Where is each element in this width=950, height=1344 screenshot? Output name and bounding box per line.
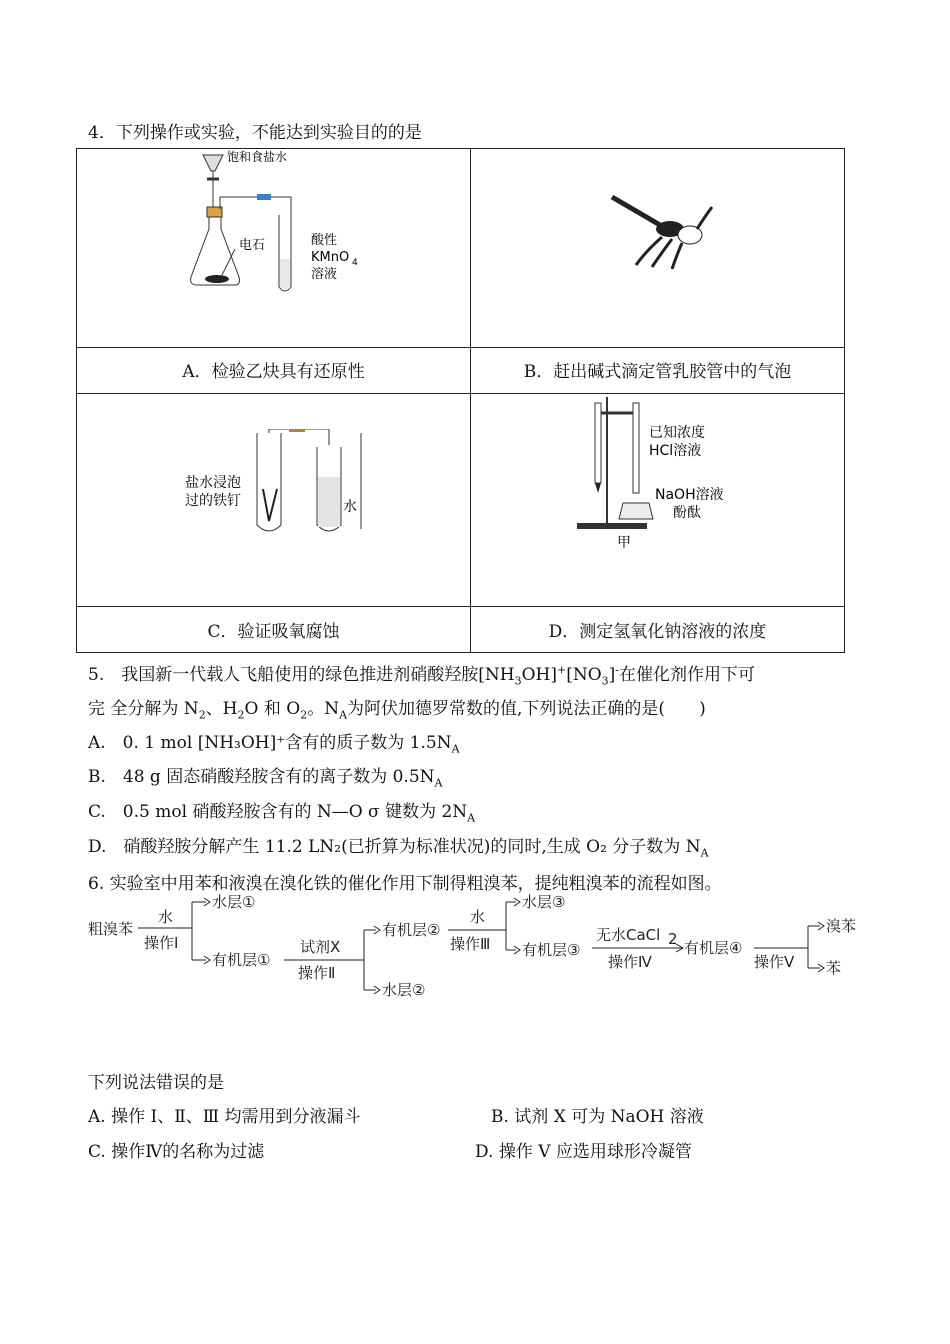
fig-d-l2: HCl溶液 — [649, 443, 702, 459]
fig-a-sol2: KMnO — [311, 250, 350, 265]
fig-d-name: 甲 — [617, 535, 631, 551]
q4-options-table — [76, 148, 845, 653]
flow-op5: 操作Ⅴ — [754, 953, 795, 971]
fig-a-acetylene-apparatus — [177, 149, 377, 299]
flow-crude: 粗溴苯 — [88, 920, 134, 938]
option-d: D．测定氢氧化钠溶液的浓度 — [548, 622, 767, 642]
q5-option-a: A. 0. 1 mol [NH₃OH]⁺含有的质子数为 $1.5N_A$ — [88, 733, 460, 756]
q5-stem-line2: 完 全分解为 $N_2$、$H_2O$ 和 $O_2$。$N_A$为阿伏加德罗常数的值,下列说法正确的是( ) — [88, 699, 706, 722]
flow-water1: 水 — [158, 908, 174, 926]
flow-org3: 有机层③ — [522, 941, 581, 959]
flow-op3: 操作Ⅲ — [450, 935, 491, 953]
q5-option-c: C. 0.5 mol 硝酸羟胺含有的 N—O σ 键数为 $2N_A$ — [88, 802, 476, 825]
q6-stem: 6. 实验室中用苯和液溴在溴化铁的催化作用下制得粗溴苯，提纯粗溴苯的流程如图。 — [88, 874, 722, 894]
fig-d-l1: 已知浓度 — [649, 425, 705, 441]
flow-op4: 操作Ⅳ — [608, 953, 652, 971]
q6-ask: 下列说法错误的是 — [88, 1073, 224, 1093]
fig-a-funnel-label: 饱和食盐水 — [227, 150, 288, 164]
fig-d-titration — [577, 395, 777, 555]
option-a: A．检验乙炔具有还原性 — [182, 362, 365, 382]
flow-aq3: 水层③ — [522, 893, 566, 911]
fig-c-water: 水 — [343, 499, 357, 515]
fig-b-burette-bubble — [602, 189, 732, 279]
fig-a-sol1: 酸性 — [311, 233, 338, 248]
fig-a-solid-label: 电石 — [239, 238, 266, 253]
q5-stem-line1: 5. 我国新一代载人飞船使用的绿色推进剂硝酸羟胺$[NH_3OH]^+[NO_3]^-$在催化剂作用下可 — [88, 663, 755, 688]
q4-stem: 4．下列操作或实验，不能达到实验目的的是 — [88, 123, 422, 143]
flow-aq1: 水层① — [212, 893, 256, 911]
option-c: C．验证吸氧腐蚀 — [207, 622, 340, 642]
fig-c-oxygen-corrosion — [177, 429, 377, 539]
flow-org1: 有机层① — [212, 951, 271, 969]
fig-d-l4: 酚酞 — [673, 505, 701, 521]
q6-option-d: D. 操作 Ⅴ 应选用球形冷凝管 — [475, 1142, 692, 1162]
q5-option-b: B. 48 g 固态硝酸羟胺含有的离子数为 $0.5N_A$ — [88, 767, 443, 790]
fig-d-l3: NaOH溶液 — [655, 487, 724, 503]
flow-dry: 无水CaCl — [596, 926, 661, 944]
flow-aq2: 水层② — [382, 981, 426, 999]
fig-a-sol2-sub: 4 — [352, 258, 358, 268]
fig-a-sol3: 溶液 — [311, 267, 338, 282]
q6-option-a: A. 操作 Ⅰ、Ⅱ、Ⅲ 均需用到分液漏斗 — [88, 1107, 361, 1127]
q6-option-c: C. 操作Ⅳ的名称为过滤 — [88, 1142, 265, 1162]
flow-prod1: 溴苯 — [826, 917, 857, 935]
flow-water2: 水 — [470, 908, 486, 926]
flow-prod2: 苯 — [826, 959, 842, 977]
q6-option-b: B. 试剂 X 可为 NaOH 溶液 — [491, 1107, 704, 1127]
fig-c-nail-1: 盐水浸泡 — [185, 475, 241, 491]
q5-option-d: D. 硝酸羟胺分解产生 11.2 LN₂(已折算为标准状况)的同时,生成 O₂ 分子数为 $N_A$ — [88, 837, 709, 860]
fig-c-nail-2: 过的铁钉 — [185, 493, 241, 509]
flow-dry-sub: 2 — [668, 930, 678, 948]
flow-reagent: 试剂X — [300, 938, 341, 956]
option-b: B．赶出碱式滴定管乳胶管中的气泡 — [523, 362, 792, 382]
q6-flowchart — [86, 888, 866, 1003]
flow-op2: 操作Ⅱ — [298, 964, 336, 982]
flow-op1: 操作Ⅰ — [144, 934, 179, 952]
flow-org2: 有机层② — [382, 921, 441, 939]
flow-org4: 有机层④ — [684, 939, 743, 957]
